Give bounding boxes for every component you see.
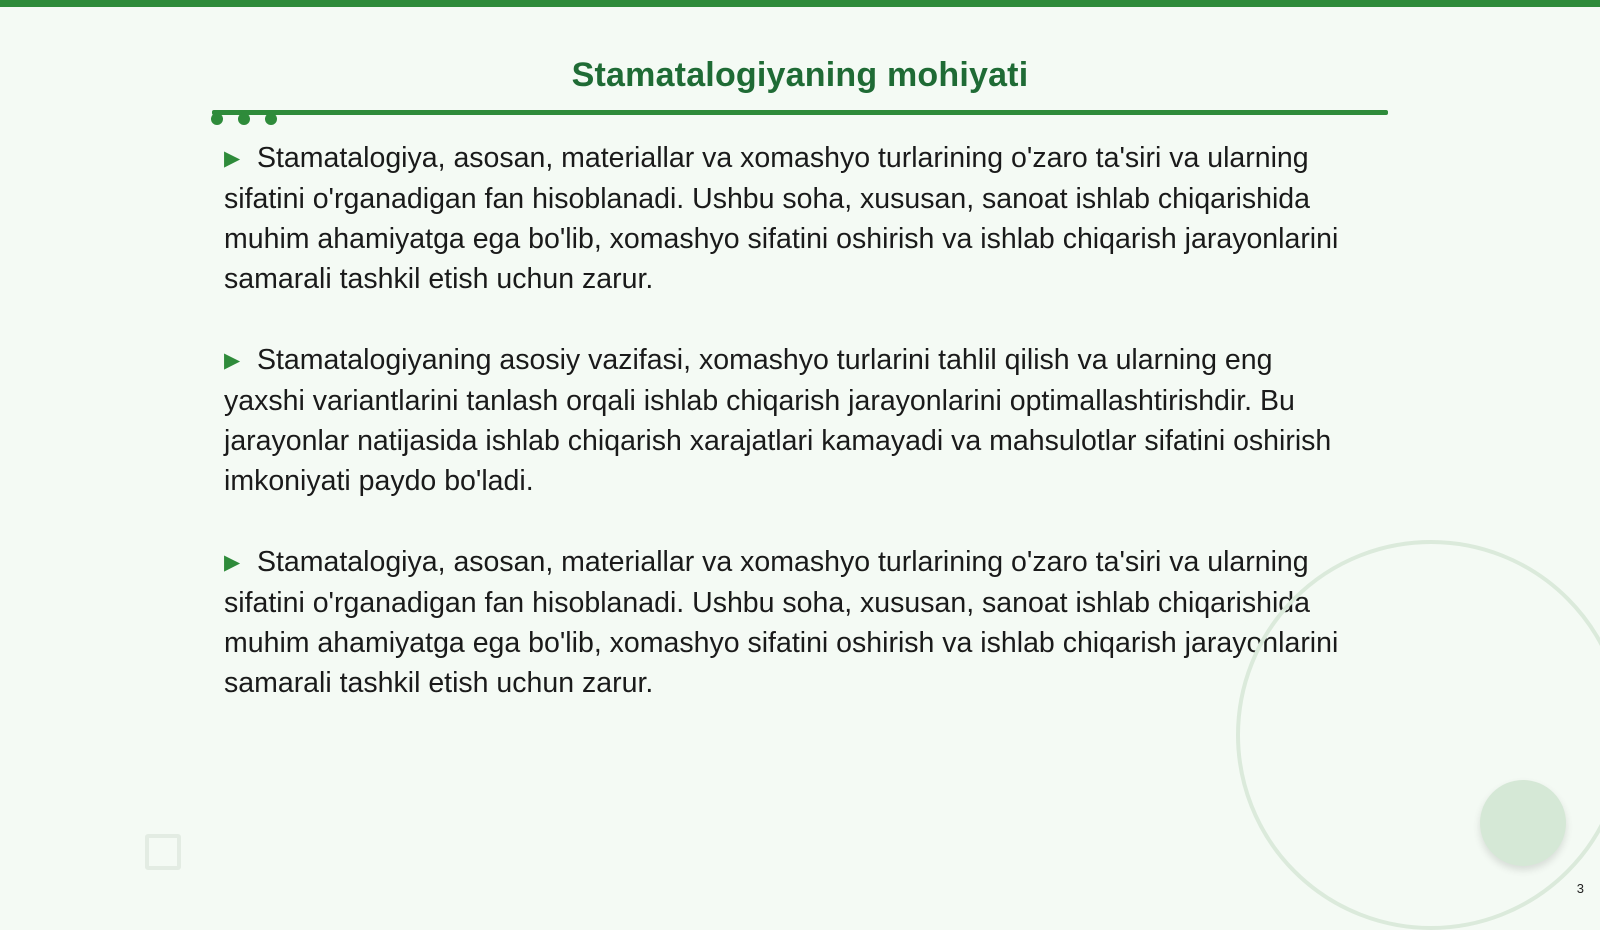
paragraph-text: Stamatalogiya, asosan, materiallar va xomashyo turlarining o'zaro ta'siri va ularning sifatini o'rganadigan fan hisoblanadi. Ushbu soha, xususan, sanoat ishlab chiqarishida muhim ahamiyatga ega bo'lib, xomashyo sifatini oshirish va ishlab chiqarish jarayonlarini samarali tashkil etish uchun zarur. <box>224 142 1339 295</box>
triangle-right-icon: ▶ <box>224 147 241 170</box>
slide-body <box>224 138 1354 744</box>
paragraph-text: Stamatalogiya, asosan, materiallar va xomashyo turlarining o'zaro ta'siri va ularning sifatini o'rganadigan fan hisoblanadi. Ushbu soha, xususan, sanoat ishlab chiqarishida muhim ahamiyatga ega bo'lib, xomashyo sifatini oshirish va ishlab chiqarish jarayonlarini samarali tashkil etish uchun zarur. <box>224 546 1339 699</box>
decorative-ring <box>1236 540 1600 930</box>
decorative-dot <box>238 113 250 125</box>
decorative-circle <box>1480 780 1566 866</box>
bullet-paragraph-3 <box>224 542 1354 703</box>
decorative-dot <box>211 113 223 125</box>
top-accent-bar <box>0 0 1600 7</box>
decorative-square <box>145 834 181 870</box>
bullet-paragraph-1 <box>224 138 1354 299</box>
title-underline <box>212 110 1388 115</box>
slide-title: Stamatalogiyaning mohiyati <box>571 56 1029 94</box>
paragraph-text: Stamatalogiyaning asosiy vazifasi, xomashyo turlarini tahlil qilish va ularning eng yaxshi variantlarini tanlash orqali ishlab chiqarish jarayonlarini optimallashtirishdir. Bu jarayonlar natijasida ishlab chiqarish xarajatlari kamayadi va mahsulotlar sifatini oshirish imkoniyati paydo bo'ladi. <box>224 344 1332 497</box>
bullet-paragraph-2 <box>224 340 1354 501</box>
triangle-right-icon: ▶ <box>224 551 241 574</box>
triangle-right-icon: ▶ <box>224 349 241 372</box>
page-number: 3 <box>1576 881 1584 896</box>
decorative-dot <box>265 113 277 125</box>
